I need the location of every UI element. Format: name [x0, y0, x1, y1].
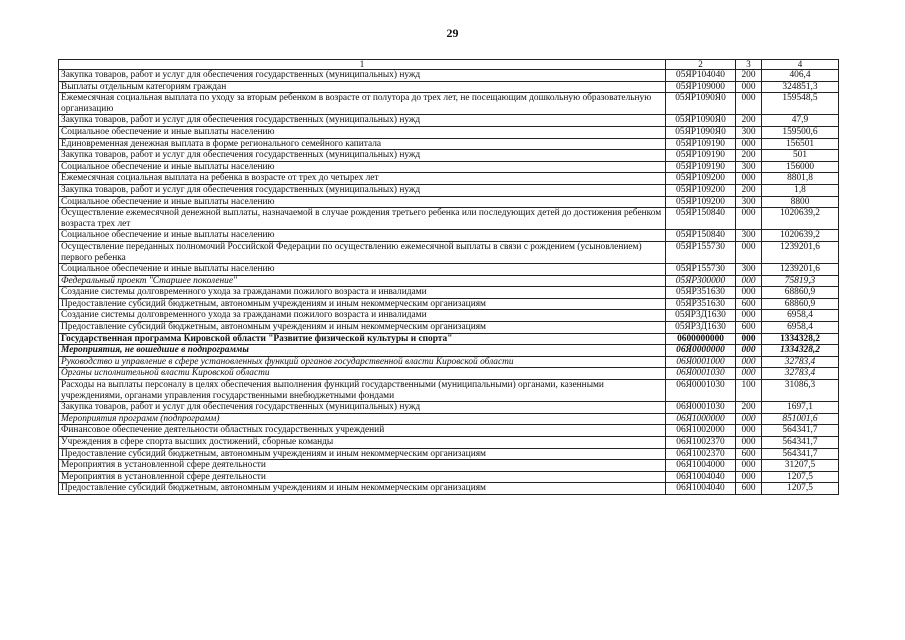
row-amount-cell: 1207,5 [762, 483, 839, 495]
header-col-1: 1 [59, 60, 666, 70]
row-amount-cell: 1334328,2 [762, 333, 839, 345]
row-type-cell: 300 [736, 264, 762, 276]
row-code-cell: 06Я0001030 [666, 368, 736, 380]
row-amount-cell: 68860,9 [762, 298, 839, 310]
table-row [59, 230, 839, 242]
row-type-cell: 000 [736, 471, 762, 483]
row-type-cell: 000 [736, 345, 762, 357]
row-type-cell: 200 [736, 184, 762, 196]
row-name-cell: Осуществление ежемесячной денежной выплаты, назначаемой в случае рождения третьего ребенка или последующих детей до достижения ребенком возраста трех лет [59, 208, 666, 230]
row-name-cell: Мероприятия, не вошедшие в подпрограммы [59, 345, 666, 357]
row-code-cell: 06Я0000000 [666, 345, 736, 357]
table-row [59, 402, 839, 414]
row-code-cell: 06Я1000000 [666, 413, 736, 425]
row-name-cell: Закупка товаров, работ и услуг для обеспечения государственных (муниципальных) нужд [59, 402, 666, 414]
row-code-cell: 06Я1004040 [666, 471, 736, 483]
row-code-cell: 05ЯР1090Я0 [666, 93, 736, 115]
row-code-cell: 05ЯР109190 [666, 161, 736, 173]
table-row [59, 208, 839, 230]
row-amount-cell: 1207,5 [762, 471, 839, 483]
table-row [59, 70, 839, 82]
row-amount-cell: 1697,1 [762, 402, 839, 414]
table-row [59, 81, 839, 93]
row-amount-cell: 1020639,2 [762, 208, 839, 230]
table-row [59, 413, 839, 425]
row-name-cell: Мероприятия программ (подпрограмм) [59, 413, 666, 425]
table-row [59, 345, 839, 357]
row-type-cell: 300 [736, 161, 762, 173]
table-row [59, 471, 839, 483]
row-type-cell: 000 [736, 413, 762, 425]
row-amount-cell: 1239201,6 [762, 241, 839, 263]
row-amount-cell: 1334328,2 [762, 345, 839, 357]
row-type-cell: 000 [736, 287, 762, 299]
row-name-cell: Предоставление субсидий бюджетным, автономным учреждениям и иным некоммерческим организациям [59, 298, 666, 310]
header-row [59, 60, 839, 70]
row-type-cell: 200 [736, 115, 762, 127]
row-amount-cell: 1239201,6 [762, 264, 839, 276]
row-amount-cell: 8801,8 [762, 173, 839, 185]
row-type-cell: 000 [736, 208, 762, 230]
row-type-cell: 000 [736, 275, 762, 287]
row-code-cell: 05ЯР109200 [666, 184, 736, 196]
row-amount-cell: 47,9 [762, 115, 839, 127]
table-row [59, 460, 839, 472]
row-type-cell: 600 [736, 298, 762, 310]
table-row [59, 310, 839, 322]
row-amount-cell: 851001,6 [762, 413, 839, 425]
row-name-cell: Социальное обеспечение и иные выплаты населению [59, 196, 666, 208]
row-name-cell: Социальное обеспечение и иные выплаты населению [59, 161, 666, 173]
table-body [59, 70, 839, 495]
row-code-cell: 06Я0001030 [666, 380, 736, 402]
row-amount-cell: 8800 [762, 196, 839, 208]
row-name-cell: Федеральный проект "Старшее поколение" [59, 275, 666, 287]
row-name-cell: Закупка товаров, работ и услуг для обеспечения государственных (муниципальных) нужд [59, 184, 666, 196]
row-name-cell: Государственная программа Кировской области "Развитие физической культуры и спорта" [59, 333, 666, 345]
row-code-cell: 05ЯР155730 [666, 264, 736, 276]
row-code-cell: 05ЯР109000 [666, 81, 736, 93]
table-row [59, 425, 839, 437]
row-type-cell: 600 [736, 448, 762, 460]
row-amount-cell: 156000 [762, 161, 839, 173]
row-amount-cell: 32783,4 [762, 356, 839, 368]
row-name-cell: Закупка товаров, работ и услуг для обеспечения государственных (муниципальных) нужд [59, 70, 666, 82]
row-type-cell: 300 [736, 126, 762, 138]
row-amount-cell: 32783,4 [762, 368, 839, 380]
row-code-cell: 05ЯР351630 [666, 287, 736, 299]
row-name-cell: Предоставление субсидий бюджетным, автономным учреждениям и иным некоммерческим организациям [59, 483, 666, 495]
row-code-cell: 06Я1002370 [666, 448, 736, 460]
row-code-cell: 06Я1002370 [666, 437, 736, 449]
row-type-cell: 600 [736, 322, 762, 334]
row-type-cell: 000 [736, 460, 762, 472]
table-row [59, 356, 839, 368]
table-row [59, 368, 839, 380]
row-amount-cell: 159548,5 [762, 93, 839, 115]
row-type-cell: 000 [736, 81, 762, 93]
row-name-cell: Учреждения в сфере спорта высших достижений, сборные команды [59, 437, 666, 449]
row-name-cell: Финансовое обеспечение деятельности областных государственных учреждений [59, 425, 666, 437]
row-type-cell: 000 [736, 138, 762, 150]
row-amount-cell: 564341,7 [762, 437, 839, 449]
row-code-cell: 05ЯР150840 [666, 230, 736, 242]
row-code-cell: 06Я1004000 [666, 460, 736, 472]
row-code-cell: 06Я1004040 [666, 483, 736, 495]
row-type-cell: 000 [736, 356, 762, 368]
row-amount-cell: 6958,4 [762, 322, 839, 334]
table-row [59, 333, 839, 345]
row-code-cell: 05ЯР1090Я0 [666, 126, 736, 138]
row-type-cell: 000 [736, 368, 762, 380]
table-row [59, 184, 839, 196]
row-amount-cell: 564341,7 [762, 448, 839, 460]
table-row [59, 322, 839, 334]
table-row [59, 437, 839, 449]
header-col-3: 3 [736, 60, 762, 70]
row-type-cell: 300 [736, 196, 762, 208]
row-type-cell: 000 [736, 310, 762, 322]
row-name-cell: Ежемесячная социальная выплата на ребенка в возрасте от трех до четырех лет [59, 173, 666, 185]
row-name-cell: Создание системы долговременного ухода за гражданами пожилого возраста и инвалидами [59, 287, 666, 299]
row-type-cell: 000 [736, 333, 762, 345]
row-name-cell: Выплаты отдельным категориям граждан [59, 81, 666, 93]
table-row [59, 483, 839, 495]
row-code-cell: 05ЯР3Д1630 [666, 322, 736, 334]
row-code-cell: 05ЯР351630 [666, 298, 736, 310]
row-type-cell: 200 [736, 402, 762, 414]
row-code-cell: 0600000000 [666, 333, 736, 345]
row-name-cell: Социальное обеспечение и иные выплаты населению [59, 126, 666, 138]
table-row [59, 161, 839, 173]
table-row [59, 126, 839, 138]
row-name-cell: Единовременная денежная выплата в форме регионального семейного капитала [59, 138, 666, 150]
table-row [59, 150, 839, 162]
row-code-cell: 06Я1002000 [666, 425, 736, 437]
table-row [59, 173, 839, 185]
row-name-cell: Закупка товаров, работ и услуг для обеспечения государственных (муниципальных) нужд [59, 115, 666, 127]
row-code-cell: 05ЯР109200 [666, 196, 736, 208]
table-row [59, 196, 839, 208]
row-amount-cell: 324851,3 [762, 81, 839, 93]
row-name-cell: Мероприятия в установленной сфере деятельности [59, 471, 666, 483]
row-amount-cell: 68860,9 [762, 287, 839, 299]
row-name-cell: Предоставление субсидий бюджетным, автономным учреждениям и иным некоммерческим организациям [59, 322, 666, 334]
row-amount-cell: 31207,5 [762, 460, 839, 472]
row-code-cell: 05ЯР300000 [666, 275, 736, 287]
row-type-cell: 000 [736, 241, 762, 263]
row-code-cell: 05ЯР109190 [666, 138, 736, 150]
row-amount-cell: 156501 [762, 138, 839, 150]
table-row [59, 138, 839, 150]
row-amount-cell: 406,4 [762, 70, 839, 82]
row-name-cell: Органы исполнительной власти Кировской области [59, 368, 666, 380]
row-name-cell: Расходы на выплаты персоналу в целях обеспечения выполнения функций государственными (муниципальными) органами, казенными учреждениями, органами управления государственными внебюджетными фондами [59, 380, 666, 402]
table-row [59, 448, 839, 460]
table-row [59, 298, 839, 310]
row-code-cell: 05ЯР150840 [666, 208, 736, 230]
row-type-cell: 300 [736, 230, 762, 242]
table-row [59, 241, 839, 263]
row-amount-cell: 31086,3 [762, 380, 839, 402]
row-code-cell: 05ЯР104040 [666, 70, 736, 82]
row-type-cell: 000 [736, 173, 762, 185]
row-type-cell: 100 [736, 380, 762, 402]
budget-table [58, 59, 839, 495]
row-type-cell: 000 [736, 93, 762, 115]
row-name-cell: Осуществление переданных полномочий Российской Федерации по осуществлению ежемесячной выплаты в связи с рождением (усыновлением) первого ребенка [59, 241, 666, 263]
row-code-cell: 06Я0001030 [666, 402, 736, 414]
row-type-cell: 200 [736, 70, 762, 82]
row-amount-cell: 159500,6 [762, 126, 839, 138]
row-name-cell: Предоставление субсидий бюджетным, автономным учреждениям и иным некоммерческим организациям [59, 448, 666, 460]
row-type-cell: 200 [736, 150, 762, 162]
row-code-cell: 05ЯР155730 [666, 241, 736, 263]
row-name-cell: Мероприятия в установленной сфере деятельности [59, 460, 666, 472]
row-amount-cell: 1,8 [762, 184, 839, 196]
row-amount-cell: 1020639,2 [762, 230, 839, 242]
row-type-cell: 600 [736, 483, 762, 495]
row-amount-cell: 501 [762, 150, 839, 162]
row-name-cell: Социальное обеспечение и иные выплаты населению [59, 230, 666, 242]
header-col-4: 4 [762, 60, 839, 70]
row-amount-cell: 75819,3 [762, 275, 839, 287]
row-amount-cell: 564341,7 [762, 425, 839, 437]
page-number: 29 [446, 26, 459, 40]
table-row [59, 264, 839, 276]
row-name-cell: Создание системы долговременного ухода за гражданами пожилого возраста и инвалидами [59, 310, 666, 322]
header-col-2: 2 [666, 60, 736, 70]
row-type-cell: 000 [736, 425, 762, 437]
row-code-cell: 05ЯР3Д1630 [666, 310, 736, 322]
table-row [59, 93, 839, 115]
table-row [59, 380, 839, 402]
row-amount-cell: 6958,4 [762, 310, 839, 322]
table-row [59, 115, 839, 127]
row-code-cell: 05ЯР1090Я0 [666, 115, 736, 127]
table-row [59, 287, 839, 299]
row-code-cell: 06Я0001000 [666, 356, 736, 368]
row-type-cell: 000 [736, 437, 762, 449]
row-code-cell: 05ЯР109190 [666, 150, 736, 162]
row-name-cell: Социальное обеспечение и иные выплаты населению [59, 264, 666, 276]
row-name-cell: Ежемесячная социальная выплата по уходу за вторым ребенком в возрасте от полутора до трех лет, не посещающим дошкольную образовательную организацию [59, 93, 666, 115]
row-code-cell: 05ЯР109200 [666, 173, 736, 185]
row-name-cell: Руководство и управление в сфере установленных функций органов государственной власти Кировской области [59, 356, 666, 368]
row-name-cell: Закупка товаров, работ и услуг для обеспечения государственных (муниципальных) нужд [59, 150, 666, 162]
table-row [59, 275, 839, 287]
